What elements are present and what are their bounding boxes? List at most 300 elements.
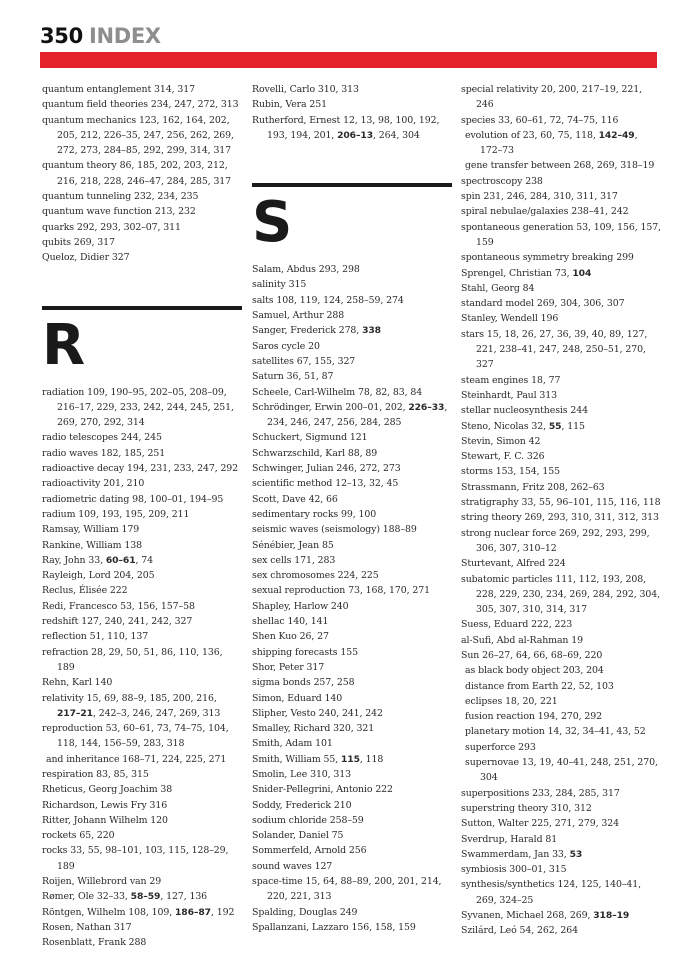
index-entry <box>461 113 661 128</box>
entry-heading: Solander, Daniel <box>252 830 329 842</box>
entry-pages: 88, 89 <box>347 447 378 459</box>
index-entry <box>461 832 661 847</box>
entry-pages: 127 <box>314 860 333 872</box>
entry-pages-tail: , 74 <box>135 554 154 566</box>
index-entry <box>461 311 661 326</box>
entry-pages: 14, 32, 34–41, 43, 52 <box>547 726 646 738</box>
entry-heading: radiometric dating <box>42 493 130 505</box>
entry-pages: 51, 110, 137 <box>89 631 149 643</box>
entry-heading: quantum theory <box>42 160 117 172</box>
entry-heading: radiation <box>42 386 85 398</box>
entry-heading: quarks <box>42 221 75 233</box>
entry-pages: 120 <box>150 814 168 826</box>
entry-heading: sexual reproduction <box>252 585 346 597</box>
entry-heading: Syvanen, Michael <box>461 910 544 922</box>
index-subentry <box>42 752 242 767</box>
index-entry <box>461 480 661 495</box>
index-entry <box>252 736 452 751</box>
entry-pages: 251 <box>309 99 328 111</box>
index-entry <box>42 189 242 204</box>
entry-heading: spontaneous generation <box>461 221 574 233</box>
index-entry <box>461 204 661 219</box>
entry-heading: rockets <box>42 830 77 842</box>
entry-pages: 127, 240, 241, 242, 327 <box>81 616 193 628</box>
entry-heading: Roijen, Willebrord van <box>42 876 147 888</box>
index-entry <box>252 813 452 828</box>
entry-heading: Schrödinger, Erwin <box>252 401 343 413</box>
entry-pages-bold: 318–19 <box>593 910 630 922</box>
entry-pages-tail: , 234, 246, 247, 256, 284, 285 <box>267 401 448 429</box>
entry-heading: Rubin, Vera <box>252 99 307 111</box>
entry-pages-bold: 53 <box>569 848 583 860</box>
entry-pages: 42, 66 <box>308 493 338 505</box>
entry-heading: stars <box>461 328 484 340</box>
entry-heading: scientific method <box>252 478 333 490</box>
entry-pages: 310, 313 <box>317 84 359 95</box>
entry-heading: Suess, Eduard <box>461 619 529 631</box>
entry-pages: 22, 52, 103 <box>561 680 614 692</box>
entry-pages: 258–59 <box>329 814 364 826</box>
entry-pages: 224, 225 <box>337 570 379 582</box>
index-entry <box>461 908 661 923</box>
section-letter-block <box>252 153 452 254</box>
entry-pages: 15, 18, 26, 27, 36, 39, 40, 89, 127, 221, 238–41, 247, 248, 250–51, 270, 327 <box>476 328 648 371</box>
header-accent-bar <box>40 52 657 68</box>
index-subentry <box>461 128 661 159</box>
entry-pages: 204, 205 <box>113 570 155 582</box>
entry-pages: 156, 158, 159 <box>351 921 416 933</box>
index-entry <box>42 430 242 445</box>
index-entry <box>252 828 452 843</box>
entry-pages: 36, 51, 87 <box>286 371 334 383</box>
entry-heading: Sommerfeld, Arnold <box>252 845 346 857</box>
index-entry <box>252 660 452 675</box>
entry-pages: 78, 82, 83, 84 <box>357 386 423 398</box>
index-entry <box>252 339 452 354</box>
entry-heading: Redi, Francesco <box>42 600 118 612</box>
entry-pages: 53, 60–61, 73, 74–75, 104, 118, 144, 156–59, 283, 318 <box>57 723 229 750</box>
index-entry <box>42 721 242 752</box>
section-letter: S <box>252 190 293 256</box>
entry-pages: 225, 271, 279, 324 <box>531 818 620 830</box>
index-entry <box>42 828 242 843</box>
entry-pages: 12–13, 32, 45 <box>335 478 399 490</box>
entry-pages: 67, 155, 327 <box>296 355 356 367</box>
entry-pages: 111, 112, 193, 208, 228, 229, 230, 234, 269, 284, 292, 304, 305, 307, 310, 314, 317 <box>476 573 660 616</box>
index-entry <box>252 538 452 553</box>
entry-pages: 256 <box>348 845 367 857</box>
index-entry <box>42 614 242 629</box>
entry-heading: Saros cycle <box>252 340 306 352</box>
entry-pages: 300–01, 315 <box>509 864 567 876</box>
index-entry <box>42 204 242 219</box>
entry-pages: 20 <box>308 340 320 352</box>
index-entry <box>42 843 242 874</box>
index-entry <box>42 767 242 782</box>
entry-heading: steam engines <box>461 374 529 386</box>
index-entry <box>461 801 661 816</box>
entry-pages: 238 <box>525 175 543 187</box>
entry-pages-bold: 217–21 <box>57 707 93 719</box>
index-entry <box>42 675 242 690</box>
entry-pages: 268, 269, <box>546 910 594 922</box>
entry-pages: 240 <box>330 600 349 612</box>
section-rule <box>42 306 242 310</box>
entry-heading: Scheele, Carl-Wilhelm <box>252 386 356 398</box>
entry-pages: 33, <box>88 554 106 566</box>
entry-pages-bold: 226–33 <box>408 401 445 413</box>
entry-heading: Sprengel, Christian <box>461 267 552 279</box>
entry-pages: 171, 283 <box>294 554 336 566</box>
entry-pages: 246, 272, 273 <box>336 463 401 475</box>
entry-heading: Steinhardt, Paul <box>461 389 537 401</box>
entry-heading: spiral nebulae/galaxies <box>461 206 569 218</box>
entry-heading: fusion reaction <box>465 711 535 723</box>
section-letter: R <box>42 312 86 378</box>
entry-heading: synthesis/synthetics <box>461 879 555 891</box>
entry-heading: Rankine, William <box>42 539 122 551</box>
entry-pages: 54, 262, 264 <box>519 925 578 937</box>
index-entry <box>252 645 452 660</box>
entry-heading: spectroscopy <box>461 175 523 187</box>
index-entry <box>461 220 661 251</box>
entry-pages: 233, 284, 285, 317 <box>532 787 620 799</box>
entry-heading: salts <box>252 294 274 306</box>
index-entry <box>252 614 452 629</box>
entry-heading: seismic waves (seismology) <box>252 524 380 536</box>
entry-pages: 179 <box>121 524 140 536</box>
entry-pages: 109, 193, 195, 209, 211 <box>78 508 190 520</box>
entry-heading: Scott, Dave <box>252 493 306 505</box>
entry-heading: sound waves <box>252 860 312 872</box>
entry-pages: 140, 141 <box>287 616 329 628</box>
entry-pages: 168–71, 224, 225, 271 <box>122 753 227 765</box>
entry-pages: 155 <box>340 646 358 658</box>
index-entry <box>42 476 242 491</box>
index-entry <box>252 691 452 706</box>
index-entry <box>461 923 661 938</box>
index-entry <box>461 174 661 189</box>
entry-heading: Rosenblatt, Frank <box>42 937 126 949</box>
entry-pages: 65, 220 <box>79 830 115 842</box>
index-entry <box>252 675 452 690</box>
entry-heading: sex chromosomes <box>252 570 335 582</box>
entry-pages-bold: 115 <box>341 753 360 765</box>
index-entry <box>252 308 452 323</box>
index-entry <box>252 492 452 507</box>
entry-heading: Queloz, Didier <box>42 252 109 264</box>
index-entry <box>252 568 452 583</box>
entry-heading: string theory <box>461 512 522 524</box>
entry-heading: qubits <box>42 236 72 248</box>
entry-pages: 23, 60, 75, 118, <box>522 129 599 141</box>
entry-heading: Smith, William <box>252 753 321 765</box>
entry-pages: 232, 234, 235 <box>134 191 199 203</box>
index-entry <box>461 373 661 388</box>
entry-heading: spontaneous symmetry breaking <box>461 252 614 264</box>
entry-pages: 317 <box>306 661 325 673</box>
index-entry <box>42 935 242 950</box>
entry-pages: 292, 293, 302–07, 311 <box>76 221 181 233</box>
index-entry <box>461 877 661 908</box>
entry-pages: 108, 109, <box>128 906 176 918</box>
entry-pages: 33, 60–61, 72, 74–75, 116 <box>498 114 619 126</box>
page-header <box>40 22 161 50</box>
page-title: INDEX <box>88 24 161 48</box>
entry-pages: 75 <box>331 830 344 842</box>
entry-pages: 269, 293, 310, 311, 312, 313 <box>524 512 659 524</box>
entry-heading: Shor, Peter <box>252 661 304 673</box>
entry-heading: radium <box>42 508 76 520</box>
entry-heading: sedimentary rocks <box>252 508 339 520</box>
entry-heading: quantum field theories <box>42 99 148 111</box>
entry-pages: 140 <box>324 692 343 704</box>
entry-pages: 317 <box>113 921 132 933</box>
entry-heading: Sun <box>461 649 480 661</box>
index-entry <box>252 553 452 568</box>
entry-pages: 81 <box>545 833 558 845</box>
index-entry <box>252 920 452 935</box>
index-entry <box>461 403 661 418</box>
index-entry <box>252 721 452 736</box>
index-entry <box>42 553 242 568</box>
index-entry <box>461 388 661 403</box>
index-entry <box>252 97 452 112</box>
index-entry <box>461 296 661 311</box>
entry-pages: 138 <box>124 539 142 551</box>
entry-pages: 326 <box>526 451 545 463</box>
index-entry <box>461 847 661 862</box>
index-entry <box>42 522 242 537</box>
index-entry <box>461 862 661 877</box>
entry-heading: Sanger, Frederick <box>252 325 336 337</box>
entry-heading: Strassmann, Fritz <box>461 481 545 493</box>
index-entry <box>252 583 452 598</box>
index-entry <box>461 327 661 373</box>
index-entry <box>42 507 242 522</box>
entry-heading: distance from Earth <box>465 680 559 692</box>
entry-heading: radio telescopes <box>42 432 119 444</box>
entry-pages: 18, 77 <box>531 374 561 386</box>
entry-pages-tail: , 115 <box>561 420 585 432</box>
entry-pages: 33, 55, 96–101, 115, 116, 118 <box>521 497 661 509</box>
index-entry <box>461 648 661 663</box>
section-letter-block <box>42 276 242 377</box>
entry-heading: refraction <box>42 646 89 658</box>
index-entry <box>252 82 452 97</box>
index-entry <box>461 556 661 571</box>
index-entry <box>252 369 452 384</box>
index-entry <box>252 400 452 431</box>
index-entry <box>252 461 452 476</box>
index-entry <box>42 250 242 265</box>
entry-pages: 257, 258 <box>313 677 355 689</box>
entry-pages: 269, 292, 293, 299, 306, 307, 310–12 <box>476 527 650 554</box>
entry-heading: Schuckert, Sigmund <box>252 432 348 444</box>
section-rule <box>252 183 452 187</box>
entry-heading: Sturtevant, Alfred <box>461 558 546 570</box>
entry-pages: 315 <box>288 279 307 291</box>
entry-heading: Smolin, Lee <box>252 768 308 780</box>
entry-pages: 12, 13, 98, 100, 192, 193, 194, 201, <box>267 114 440 141</box>
entry-heading: Richardson, Lewis Fry <box>42 799 147 811</box>
entry-pages-tail: , 118 <box>359 753 384 765</box>
entry-heading: quantum mechanics <box>42 114 137 126</box>
index-entry <box>252 905 452 920</box>
index-column-1 <box>42 82 242 951</box>
entry-pages-bold: 58–59 <box>130 891 161 903</box>
entry-pages: 53, 109, 156, 157, 159 <box>476 221 661 248</box>
entry-pages: 32, <box>531 420 549 432</box>
index-entry <box>461 495 661 510</box>
index-entry <box>42 220 242 235</box>
entry-heading: redshift <box>42 616 79 628</box>
entry-pages: 84 <box>522 282 535 294</box>
index-entry <box>42 82 242 97</box>
entry-pages: 240, 241, 242 <box>318 707 383 719</box>
index-entry <box>42 813 242 828</box>
entry-heading: Rehn, Karl <box>42 677 92 689</box>
entry-pages: 28, 29, 50, 51, 86, 110, 136, 189 <box>57 646 223 673</box>
entry-pages: 203, 204 <box>562 665 604 677</box>
entry-pages: 29 <box>149 876 162 888</box>
entry-pages: 33, <box>552 848 570 860</box>
entry-heading: quantum tunneling <box>42 191 132 203</box>
entry-pages: 222 <box>375 784 393 796</box>
index-entry <box>42 889 242 904</box>
index-entry <box>252 859 452 874</box>
entry-heading: Rovelli, Carlo <box>252 84 315 95</box>
entry-pages: 140 <box>94 677 113 689</box>
entry-heading: space-time <box>252 876 303 888</box>
index-entry <box>252 782 452 797</box>
entry-heading: gene transfer between <box>465 160 571 172</box>
entry-pages: 268, 269, 318–19 <box>573 160 655 172</box>
entry-pages: 15, 64, 88–89, 200, 201, 214, 220, 221, 313 <box>267 876 442 903</box>
index-entry <box>252 706 452 721</box>
index-entry <box>461 617 661 632</box>
entry-heading: Rutherford, Ernest <box>252 114 341 126</box>
entry-pages: 288 <box>326 310 345 322</box>
entry-pages: 109, 190–95, 202–05, 208–09, 216–17, 229, 233, 242, 244, 245, 251, 269, 270, 292, 314 <box>57 386 234 429</box>
index-entry <box>42 629 242 644</box>
entry-pages: 231, 246, 284, 310, 311, 317 <box>483 191 618 203</box>
entry-heading: Swammerdam, Jan <box>461 848 550 860</box>
entry-pages: 98, 100–01, 194–95 <box>132 493 224 505</box>
entry-pages: 53, 156, 157–58 <box>120 600 195 612</box>
entry-heading: al-Sufi, Abd al-Rahman <box>461 634 569 646</box>
entry-heading: Schwarzschild, Karl <box>252 447 345 459</box>
entry-pages: 269, 317 <box>73 236 115 248</box>
entry-pages: 188–89 <box>382 524 417 536</box>
index-entry <box>252 767 452 782</box>
entry-heading: superforce <box>465 741 516 753</box>
entry-pages: 26, 27 <box>299 631 329 643</box>
entry-pages: 210 <box>333 799 352 811</box>
index-column-3 <box>461 82 661 939</box>
entry-pages: 38 <box>160 784 173 796</box>
index-entry <box>42 461 242 476</box>
entry-heading: standard model <box>461 298 534 310</box>
entry-heading: Sutton, Walter <box>461 818 529 830</box>
entry-pages: 32–33, <box>96 891 131 903</box>
entry-pages: 320, 321 <box>333 723 375 735</box>
entry-heading: Stahl, Georg <box>461 282 520 294</box>
index-entry <box>461 526 661 557</box>
index-entry <box>42 158 242 189</box>
entry-pages: 278, <box>338 325 363 337</box>
index-entry <box>42 446 242 461</box>
entry-pages: 26–27, 64, 66, 68–69, 220 <box>482 649 603 661</box>
entry-heading: Röntgen, Wilhelm <box>42 906 126 918</box>
entry-heading: Sverdrup, Harald <box>461 833 543 845</box>
index-entry <box>252 430 452 445</box>
entry-heading: subatomic particles <box>461 573 553 585</box>
index-entry <box>252 293 452 308</box>
entry-pages: 249 <box>339 906 358 918</box>
entry-heading: sodium chloride <box>252 814 327 826</box>
entry-heading: as black body object <box>465 665 560 677</box>
index-entry <box>461 434 661 449</box>
entry-heading: Ray, John <box>42 554 86 566</box>
index-entry <box>42 583 242 598</box>
entry-pages-tail: , 127, 136 <box>160 891 208 903</box>
entry-pages: 327 <box>111 252 130 264</box>
index-entry <box>42 97 242 112</box>
entry-heading: planetary motion <box>465 726 545 738</box>
entry-pages-bold: 206–13 <box>337 129 374 141</box>
entry-pages: 123, 162, 164, 202, 205, 212, 226–35, 247, 256, 262, 269, 272, 273, 284–85, 292, 299, 314, 317 <box>57 114 234 157</box>
entry-pages-tail: , 192 <box>210 906 235 918</box>
index-entry <box>461 419 661 434</box>
entry-pages: 316 <box>149 799 168 811</box>
entry-pages: 222 <box>109 585 128 597</box>
index-subentry <box>461 679 661 694</box>
index-subentry <box>461 663 661 678</box>
entry-pages: 194, 270, 292 <box>537 711 602 723</box>
index-entry <box>42 920 242 935</box>
index-entry <box>42 568 242 583</box>
entry-heading: symbiosis <box>461 864 507 876</box>
entry-heading: Salam, Abdus <box>252 264 316 276</box>
index-subentry <box>461 158 661 173</box>
entry-pages: 208, 262–63 <box>547 481 605 493</box>
entry-pages: 196 <box>540 313 559 325</box>
entry-heading: Steno, Nicolas <box>461 420 529 432</box>
index-entry <box>42 492 242 507</box>
index-entry <box>42 645 242 676</box>
entry-heading: Rheticus, Georg Joachim <box>42 784 158 796</box>
entry-heading: Szilárd, Leó <box>461 925 517 937</box>
index-entry <box>461 816 661 831</box>
entry-pages: 224 <box>548 558 566 570</box>
entry-heading: species <box>461 114 496 126</box>
index-entry <box>461 82 661 113</box>
index-entry <box>252 843 452 858</box>
index-entry <box>42 691 242 722</box>
index-entry <box>42 905 242 920</box>
entry-heading: quantum wave function <box>42 206 152 218</box>
index-subentry <box>461 740 661 755</box>
index-entry <box>252 752 452 767</box>
entry-pages: 244, 245 <box>120 432 162 444</box>
entry-pages: 99, 100 <box>341 508 377 520</box>
entry-heading: superstring theory <box>461 802 548 814</box>
index-entry <box>42 798 242 813</box>
index-entry <box>461 281 661 296</box>
entry-pages: 19 <box>571 634 583 646</box>
entry-heading: Stewart, F. C. <box>461 451 524 463</box>
